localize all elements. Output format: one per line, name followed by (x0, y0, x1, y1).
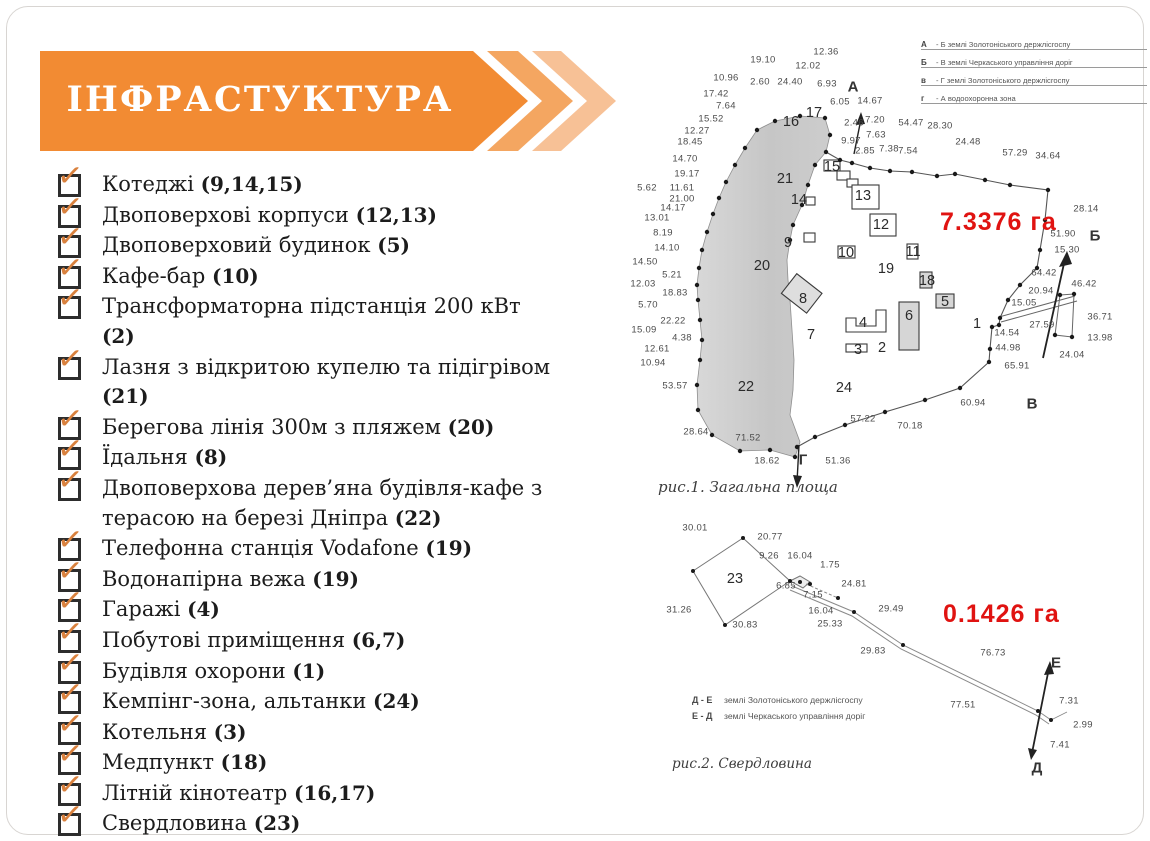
corner-letter-label: Г (798, 451, 808, 469)
zone-refs: (10) (212, 263, 259, 288)
zone-refs: (8) (194, 445, 228, 470)
legend-text: - Б землі Золотоніського держлісгоспу (936, 40, 1071, 49)
measurement-label: 54.47 (898, 117, 924, 129)
measurement-label: 10.96 (713, 72, 739, 84)
measurement-label: 24.40 (777, 76, 803, 88)
measurement-label: 21.00 (669, 193, 695, 205)
measurement-label: 12.36 (813, 46, 839, 58)
legend-row (921, 50, 1147, 68)
legend-key: в (921, 76, 926, 85)
measurement-label: 25.33 (817, 618, 843, 630)
legend-row (692, 708, 932, 724)
title-banner (40, 48, 630, 154)
measurement-label: 7.54 (898, 145, 918, 157)
checklist-item-label: Берегова лінія 300м з пляжем (20) (102, 414, 495, 439)
zone-number-label: 11 (905, 244, 921, 260)
measurement-label: 13.01 (644, 212, 670, 224)
legend-row (921, 32, 1147, 50)
measurement-label: 7.41 (1050, 739, 1070, 751)
zone-refs: (2) (102, 323, 135, 348)
zone-number-label: 22 (737, 379, 755, 395)
measurement-label: 12.61 (644, 343, 670, 355)
zone-number-label: 17 (805, 105, 823, 121)
measurement-label: 2.99 (1073, 719, 1093, 731)
zone-refs: (23) (253, 811, 301, 836)
measurement-label: 2.85 (855, 145, 875, 157)
legend-text: землі Золотоніського держлісгоспу (724, 695, 863, 705)
checklist-item (58, 474, 558, 533)
checklist-item-label: Їдальня (8) (102, 445, 228, 470)
corner-letter-label: Е (1050, 654, 1062, 672)
map2-caption: рис.2. Свердловина (672, 756, 812, 772)
survey-map-2-graphic (640, 508, 1150, 798)
zone-number-label: 8 (798, 291, 808, 307)
measurement-label: 9.26 (759, 550, 779, 562)
measurement-label: 7.20 (865, 114, 885, 126)
checklist-item (58, 809, 558, 839)
measurement-label: 70.18 (897, 420, 923, 432)
legend-text: - А водоохоронна зона (936, 94, 1016, 103)
zone-number-label: 15 (823, 159, 841, 175)
checklist-item-label: Медпункт (18) (102, 750, 268, 775)
map-general-area (618, 20, 1150, 508)
measurement-label: 9.97 (841, 135, 861, 147)
zone-refs: (9,14,15) (200, 172, 303, 196)
legend-text: землі Черкаського управління доріг (724, 711, 866, 721)
measurement-label: 11.61 (669, 182, 695, 194)
checked-checkbox-icon (58, 357, 81, 380)
checklist-item (58, 231, 558, 261)
checklist-item (58, 779, 558, 809)
map1-legend (921, 32, 1147, 104)
zone-refs: (16,17) (294, 780, 376, 805)
measurement-label: 44.98 (995, 342, 1021, 354)
measurement-label: 31.26 (666, 604, 692, 616)
legend-key: Б (921, 58, 927, 67)
zone-number-label: 18 (918, 273, 936, 289)
measurement-label: 27.59 (1029, 319, 1055, 331)
measurement-label: 15.05 (1011, 297, 1037, 309)
zone-refs: (18) (220, 750, 268, 775)
measurement-label: 8.19 (653, 227, 673, 239)
measurement-label: 28.14 (1073, 203, 1099, 215)
measurement-label: 30.01 (682, 522, 708, 534)
checklist-item (58, 443, 558, 473)
zone-number-label: 7 (806, 327, 816, 343)
measurement-label: 12.03 (630, 278, 656, 290)
measurement-label: 60.94 (960, 397, 986, 409)
zone-refs: (4) (187, 597, 220, 622)
measurement-label: 18.83 (662, 287, 688, 299)
measurement-label: 16.04 (808, 605, 834, 617)
measurement-label: 15.52 (698, 113, 724, 125)
zone-number-label: 14 (790, 192, 808, 208)
measurement-label: 18.62 (754, 455, 780, 467)
checklist-item-label: Лазня з відкритою купелю та підігрівом (21) (102, 354, 551, 409)
corner-letter-label: А (847, 78, 859, 96)
measurement-label: 6.93 (817, 78, 837, 90)
area-value-map1: 7.3376 га (940, 208, 1057, 236)
zone-number-label: 13 (854, 188, 872, 204)
zone-refs: (3) (213, 719, 247, 744)
checklist-item-label: Двоповерхові корпуси (12,13) (102, 202, 437, 227)
measurement-label: 13.98 (1087, 332, 1113, 344)
zone-refs: (5) (377, 233, 410, 258)
area-value-map2: 0.1426 га (943, 600, 1060, 628)
checklist-item-label: Кафе-бар (10) (102, 263, 259, 288)
zone-refs: (19) (312, 566, 359, 591)
checklist-item-label: Свердловина (23) (102, 811, 301, 836)
zone-number-label: 24 (835, 380, 853, 396)
legend-text: - В землі Черкаського управління доріг (936, 58, 1073, 67)
measurement-label: 12.27 (684, 125, 710, 137)
measurement-label: 65.91 (1004, 360, 1030, 372)
measurement-label: 4.38 (672, 332, 692, 344)
measurement-label: 2.46 (844, 117, 864, 129)
legend-key: Д - Е (692, 695, 713, 705)
checklist-item (58, 262, 558, 292)
checklist-item (58, 292, 558, 351)
zone-refs: (24) (373, 689, 420, 714)
corner-letter-label: Б (1089, 227, 1101, 245)
checked-checkbox-icon (58, 478, 81, 501)
legend-text: - Г землі Золотоніського держлісгоспу (936, 76, 1070, 85)
checklist-item (58, 718, 558, 748)
measurement-label: 14.50 (632, 256, 658, 268)
checklist-item (58, 565, 558, 595)
measurement-label: 28.64 (683, 426, 709, 438)
measurement-label: 14.67 (857, 95, 883, 107)
checklist-item-label: Побутові приміщення (6,7) (102, 627, 406, 652)
measurement-label: 5.21 (662, 269, 682, 281)
checklist-item (58, 626, 558, 656)
measurement-label: 34.64 (1035, 150, 1061, 162)
measurement-label: 29.83 (860, 645, 886, 657)
map2-legend (692, 692, 932, 724)
checklist-item-label: Літній кінотеатр (16,17) (102, 780, 376, 805)
checklist-item (58, 170, 558, 200)
measurement-label: 19.17 (674, 168, 700, 180)
zone-number-label: 2 (877, 340, 887, 356)
measurement-label: 1.75 (820, 559, 840, 571)
measurement-label: 28.30 (927, 120, 953, 132)
measurement-label: 51.36 (825, 455, 851, 467)
measurement-label: 36.71 (1087, 311, 1113, 323)
zone-number-label: 5 (940, 294, 950, 310)
measurement-label: 6.85 (776, 580, 796, 592)
page-title: ІНФРАСТУКТУРА (66, 78, 454, 120)
legend-row (692, 692, 932, 708)
checklist-item-label: Телефонна станція Vodafone (19) (102, 536, 473, 561)
measurement-label: 5.62 (637, 182, 657, 194)
checklist-item-label: Двоповерхова дерев’яна будівля-кафе з терасою на березі Дніпра (22) (102, 475, 543, 530)
zone-refs: (21) (102, 384, 149, 409)
zone-number-label: 19 (877, 261, 895, 277)
zone-refs: (1) (292, 658, 326, 683)
zone-number-label: 3 (853, 342, 863, 358)
measurement-label: 6.05 (830, 96, 850, 108)
checklist-item (58, 353, 558, 412)
zone-number-label: 23 (726, 571, 744, 587)
measurement-label: 77.51 (950, 699, 976, 711)
measurement-label: 24.48 (955, 136, 981, 148)
checklist-item-label: Кемпінг-зона, альтанки (24) (102, 689, 420, 714)
legend-key: г (921, 94, 925, 103)
checked-checkbox-icon (58, 296, 81, 319)
checklist-item-label: Будівля охорони (1) (102, 658, 326, 683)
zone-number-label: 16 (782, 114, 800, 130)
checklist-item-label: Котеджі (9,14,15) (102, 172, 303, 196)
measurement-label: 76.73 (980, 647, 1006, 659)
measurement-label: 17.42 (703, 88, 729, 100)
zone-refs: (19) (425, 536, 473, 561)
zone-number-label: 6 (904, 308, 914, 324)
zone-number-label: 9 (783, 235, 793, 251)
legend-key: Е - Д (692, 711, 713, 721)
checklist-item (58, 657, 558, 687)
map1-caption: рис.1. Загальна площа (658, 478, 838, 496)
measurement-label: 14.17 (660, 202, 686, 214)
measurement-label: 29.49 (878, 603, 904, 615)
zone-number-label: 1 (972, 316, 982, 332)
map-borehole (640, 508, 1150, 798)
checklist-item-label: Котельня (3) (102, 719, 247, 744)
checklist-item-label: Водонапірна вежа (19) (102, 566, 359, 591)
measurement-label: 19.10 (750, 54, 776, 66)
zone-number-label: 12 (872, 217, 890, 233)
measurement-label: 7.64 (716, 100, 736, 112)
measurement-label: 71.52 (735, 432, 761, 444)
checklist-item (58, 595, 558, 625)
measurement-label: 14.10 (654, 242, 680, 254)
checklist-item (58, 748, 558, 778)
zone-number-label: 4 (858, 315, 868, 331)
measurement-label: 14.70 (672, 153, 698, 165)
measurement-label: 16.04 (787, 550, 813, 562)
measurement-label: 64.42 (1031, 267, 1057, 279)
legend-row (921, 86, 1147, 104)
measurement-label: 57.29 (1002, 147, 1028, 159)
zone-refs: (12,13) (355, 202, 437, 227)
zone-number-label: 20 (753, 258, 771, 274)
measurement-label: 20.94 (1028, 285, 1054, 297)
checklist-item-label: Двоповерховий будинок (5) (102, 233, 410, 258)
measurement-label: 22.22 (660, 315, 686, 327)
measurement-label: 24.81 (841, 578, 867, 590)
measurement-label: 7.31 (1059, 695, 1079, 707)
infrastructure-checklist (58, 170, 558, 840)
checked-checkbox-icon (58, 813, 81, 836)
zone-refs: (20) (447, 414, 495, 439)
zone-number-label: 10 (837, 245, 855, 261)
checklist-item (58, 534, 558, 564)
checklist-item (58, 201, 558, 231)
measurement-label: 14.54 (994, 327, 1020, 339)
zone-number-label: 21 (776, 171, 794, 187)
corner-letter-label: В (1026, 395, 1038, 413)
measurement-label: 7.63 (866, 129, 886, 141)
measurement-label: 30.83 (732, 619, 758, 631)
measurement-label: 15.30 (1054, 244, 1080, 256)
checklist-item-label: Трансформаторна підстанція 200 кВт (2) (102, 294, 521, 348)
measurement-label: 20.77 (757, 531, 783, 543)
measurement-label: 12.02 (795, 60, 821, 72)
checklist-item-label: Гаражі (4) (102, 597, 220, 622)
measurement-label: 51.90 (1050, 228, 1076, 240)
measurement-label: 53.57 (662, 380, 688, 392)
measurement-label: 24.04 (1059, 349, 1085, 361)
corner-letter-label: Д (1031, 759, 1043, 777)
zone-refs: (22) (394, 505, 442, 530)
checklist-item (58, 413, 558, 443)
zone-refs: (6,7) (351, 627, 406, 652)
measurement-label: 5.70 (638, 299, 658, 311)
measurement-label: 10.94 (640, 357, 666, 369)
checklist-item (58, 687, 558, 717)
measurement-label: 2.60 (750, 76, 770, 88)
measurement-label: 15.09 (631, 324, 657, 336)
legend-row (921, 68, 1147, 86)
measurement-label: 7.15 (803, 589, 823, 601)
measurement-label: 57.22 (850, 413, 876, 425)
boundary-line (797, 152, 1048, 447)
legend-key: А (921, 40, 927, 49)
measurement-label: 18.45 (677, 136, 703, 148)
measurement-label: 46.42 (1071, 278, 1097, 290)
measurement-label: 7.38 (879, 143, 899, 155)
